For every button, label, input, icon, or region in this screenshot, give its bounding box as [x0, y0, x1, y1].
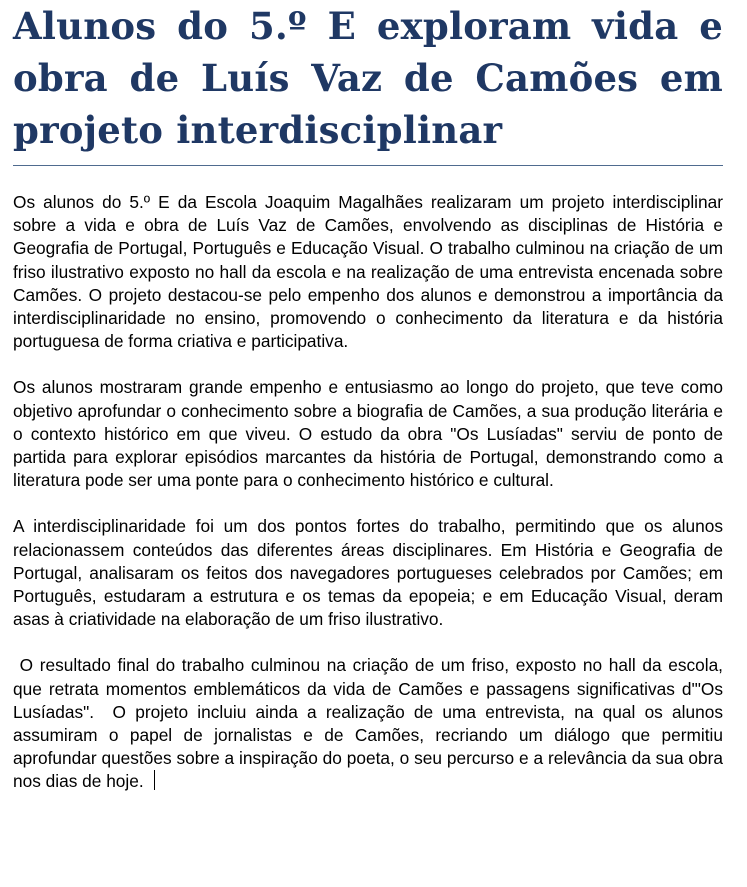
body-paragraph-2[interactable]: Os alunos mostraram grande empenho e entusiasmo ao longo do projeto, que teve como objetivo aprofundar o conhecimento sobre a biografia de Camões, a sua produção literária e o contexto histórico em que viveu. O estudo da obra "Os Lusíadas" serviu de ponto de partida para explorar episódios marcantes da história de Portugal, demonstrando como a literatura pode ser uma ponte para o conhecimento histórico e cultural.: [13, 377, 723, 491]
document-title[interactable]: Alunos do 5.º E exploram vida e obra de Luís Vaz de Camões em projeto interdisciplinar: [13, 4, 723, 152]
body-paragraph-1[interactable]: Os alunos do 5.º E da Escola Joaquim Magalhães realizaram um projeto interdisciplinar sobre a vida e obra de Luís Vaz de Camões, envolvendo as disciplinas de História e Geografia de Portugal, Português e Educação Visual. O trabalho culminou na criação de um friso ilustrativo exposto no hall da escola e na realização de uma entrevista encenada sobre Camões. O projeto destacou-se pelo empenho dos alunos e demonstrou a importância da interdisciplinaridade no ensino, promovendo o conhecimento da literatura e da história portuguesa de forma criativa e participativa.: [13, 192, 723, 352]
body-paragraph-4-text: O resultado final do trabalho culminou na criação de um friso, exposto no hall da escola, que retrata momentos emblemáticos da vida de Camões e passagens significativas d'"Os Lusíadas". O projeto incluiu ainda a realização de uma entrevista, na qual os alunos assumiram o papel de jornalistas e de Camões, recriando um diálogo que permitiu aprofundar questões sobre a inspiração do poeta, o seu percurso e a relevância da sua obra nos dias de hoje.: [13, 655, 728, 792]
text-cursor: [154, 770, 155, 790]
body-paragraph-4[interactable]: [13, 654, 728, 793]
body-paragraph-3[interactable]: A interdisciplinaridade foi um dos pontos fortes do trabalho, permitindo que os alunos relacionassem conteúdos das diferentes áreas disciplinares. Em História e Geografia de Portugal, analisaram os feitos dos navegadores portugueses celebrados por Camões; em Português, estudaram a estrutura e os temas da epopeia; e em Educação Visual, deram asas à criatividade na elaboração de um friso ilustrativo.: [13, 516, 723, 630]
title-underline-divider: [13, 165, 723, 166]
document-page: [13, 0, 728, 794]
